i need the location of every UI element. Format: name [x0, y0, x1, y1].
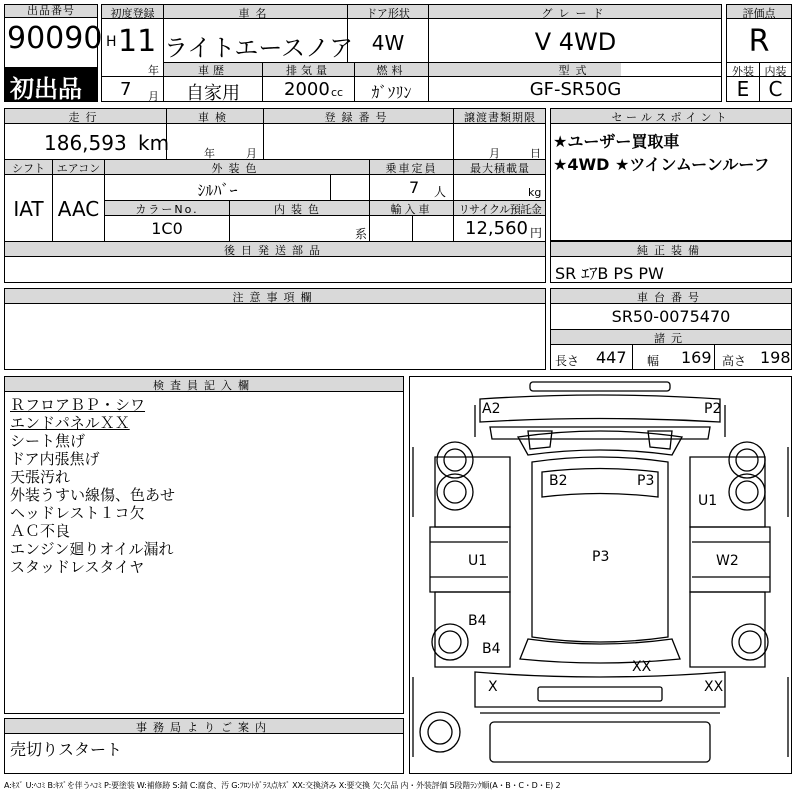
damage-u1-right: U1 — [698, 493, 718, 509]
selling-point-1: ★ユーザー買取車 — [553, 132, 680, 151]
damage-xx-right: XX — [704, 679, 724, 695]
door-type-value: 4W — [371, 31, 405, 55]
chassis-label: 車台番号 — [637, 291, 705, 304]
selling-point-2: ★4WD ★ツインムーンルーフ — [553, 155, 770, 174]
first-listing-text: 初出品 — [10, 75, 82, 103]
damage-b4-a: B4 — [468, 613, 487, 629]
inspector-note: ヘッドレスト１コ欠 — [10, 504, 145, 522]
kg-unit: kg — [528, 186, 542, 199]
lot-block — [4, 4, 103, 103]
fuel-label: 燃料 — [376, 64, 407, 77]
model-code-value: GF-SR50G — [529, 79, 622, 100]
history-label: 車歴 — [198, 64, 228, 77]
height-value: 198 — [760, 348, 791, 367]
door-type-label: ドア形状 — [366, 7, 410, 20]
damage-w2: W2 — [716, 553, 739, 569]
inspector-note: ＲフロアＢＰ・シワ — [10, 396, 146, 414]
reg-year-value: 11 — [118, 24, 157, 59]
aircon-value: AAC — [57, 197, 100, 221]
mileage-value: 186,593 — [44, 131, 127, 155]
car-diagram-svg — [410, 377, 791, 773]
inspector-note: エンドパネルＸＸ — [10, 414, 130, 432]
damage-u1-left: U1 — [468, 553, 488, 569]
inspector-note: シート焦げ — [10, 432, 86, 450]
deadline-day-unit: 日 — [530, 147, 541, 160]
length-label: 長さ — [555, 354, 580, 368]
damage-p3-mid: P3 — [592, 549, 610, 565]
genuine-equipment-label: 純正装備 — [637, 244, 705, 257]
damage-xx-center: XX — [632, 659, 652, 675]
office-notice-label: 事務局よりご案内 — [136, 721, 272, 734]
first-reg-label: 初度登録 — [110, 7, 155, 20]
interior-grade: C — [768, 77, 783, 101]
capacity-label: 乗車定員 — [385, 162, 438, 175]
deadline-month-unit: 月 — [489, 147, 500, 160]
inspection-month-unit: 月 — [246, 147, 257, 160]
capacity-value: 7 — [409, 178, 420, 197]
damage-b2: B2 — [549, 473, 568, 489]
transfer-deadline-label: 譲渡書類期限 — [464, 111, 536, 124]
office-notice-value: 売切りスタート — [10, 740, 123, 759]
year-unit: 年 — [148, 64, 159, 77]
reg-month-value: 7 — [120, 79, 132, 100]
kei-unit: 系 — [355, 227, 368, 241]
import-label: 輸入車 — [390, 203, 433, 216]
inspector-note: ＡＣ不良 — [10, 522, 71, 540]
inspection-label: 車検 — [198, 111, 232, 124]
score-value: R — [748, 24, 770, 59]
score-label: 評価点 — [742, 7, 776, 20]
notes-label: 注意事項欄 — [232, 291, 318, 304]
chassis-value: SR50-0075470 — [611, 307, 731, 326]
inspector-note: 天張汚れ — [10, 468, 71, 486]
era-label: H — [106, 34, 117, 50]
damage-p2: P2 — [704, 401, 722, 417]
grade-label: グレード — [541, 7, 610, 20]
inspector-note: ドア内張焦げ — [10, 450, 100, 468]
km-unit: km — [138, 131, 170, 155]
model-name-label: 車名 — [238, 7, 273, 20]
dimensions-label: 諸元 — [654, 332, 688, 345]
damage-b4-b: B4 — [482, 641, 501, 657]
damage-a2: A2 — [482, 401, 501, 417]
width-label: 幅 — [647, 354, 660, 368]
mileage-label: 走行 — [68, 111, 103, 124]
grade-value: V 4WD — [534, 28, 617, 56]
interior-label: 内装 — [764, 65, 787, 78]
cc-unit: cc — [331, 86, 344, 99]
selling-points-label: セールスポイント — [611, 111, 731, 124]
inspector-note: スタッドレスタイヤ — [10, 558, 145, 576]
later-parts-label: 後日発送部品 — [224, 244, 326, 257]
recycle-value: 12,560 — [465, 218, 528, 239]
exterior-label: 外装 — [732, 65, 754, 78]
exterior-grade: E — [736, 77, 750, 101]
car-diagram — [409, 376, 792, 774]
width-value: 169 — [681, 348, 712, 367]
color-no-value: 1C0 — [151, 219, 183, 238]
lot-no-value: 90090 — [7, 21, 103, 56]
shift-label: シフト — [12, 162, 45, 175]
ext-color-value: ｼﾙﾊﾞｰ — [197, 181, 238, 200]
model-code-label: 型式 — [558, 64, 593, 77]
max-load-label: 最大積載量 — [470, 162, 530, 175]
damage-x-left: X — [488, 679, 498, 695]
month-unit: 月 — [148, 90, 159, 103]
fuel-value: ｶﾞｿﾘﾝ — [371, 83, 412, 102]
height-label: 高さ — [722, 354, 747, 368]
history-value: 自家用 — [186, 83, 240, 104]
inspection-year-unit: 年 — [204, 147, 215, 160]
shift-value: IAT — [13, 197, 44, 221]
reg-no-label: 登録番号 — [324, 111, 393, 124]
model-name-value: ライトエースノア — [164, 34, 354, 62]
recycle-label: リサイクル預託金 — [458, 203, 542, 216]
color-no-label: カラーNo. — [135, 203, 199, 216]
lot-no-label: 出品番号 — [5, 5, 97, 18]
person-unit: 人 — [434, 185, 447, 199]
yen-unit: 円 — [530, 226, 543, 240]
inspector-note: エンジン廻りオイル漏れ — [10, 540, 174, 558]
length-value: 447 — [596, 348, 627, 367]
aircon-label: エアコン — [56, 162, 101, 175]
first-listing-badge — [4, 67, 98, 102]
damage-p3-top: P3 — [637, 473, 655, 489]
inspector-note: 外装うすい線傷、色あせ — [10, 486, 176, 504]
legend-text: A:ｷｽﾞ U:ﾍｺﾐ B:ｷｽﾞを伴うﾍｺﾐ P:要塗装 W:補修跡 S:錆 C:腐食、汚 G:ﾌﾛﾝﾄｶﾞﾗｽ点ｷｽﾞ XX:交換済み X:要交換 欠:欠品 内・外装評価 5段階ﾗﾝｸ順(A・B・C・D・E) 2 — [4, 781, 561, 790]
displacement-label: 排気量 — [286, 64, 331, 77]
ext-color-label: 外装色 — [211, 162, 263, 175]
genuine-equipment-value: SR ｴｱB PS PW — [555, 264, 664, 283]
int-color-label: 内装色 — [274, 203, 325, 216]
inspector-label: 検査員記入欄 — [153, 379, 255, 392]
displacement-value: 2000 — [284, 79, 330, 100]
